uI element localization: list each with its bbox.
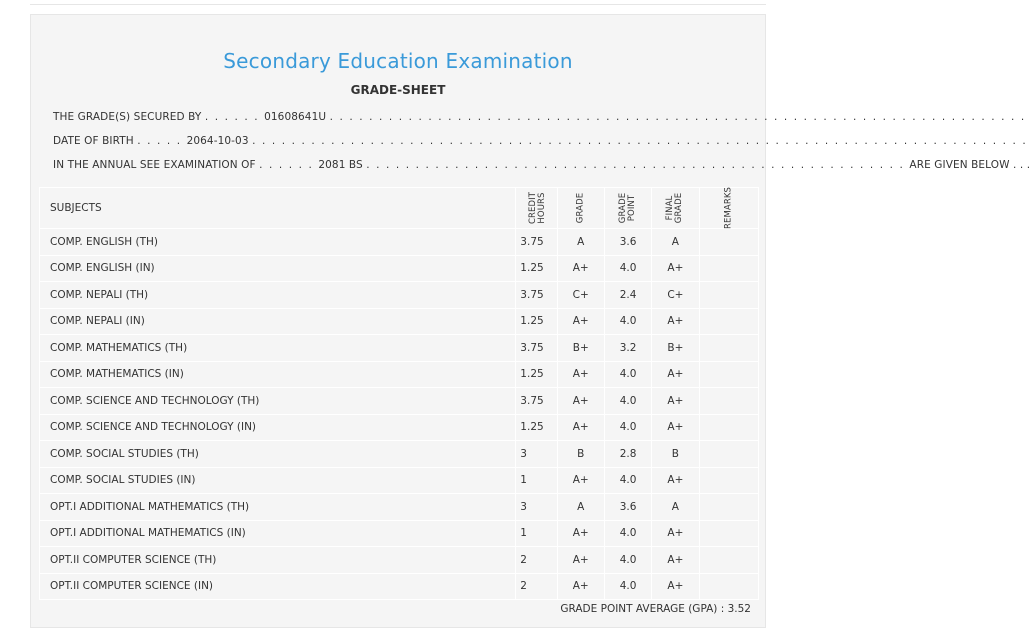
table-row	[40, 573, 759, 600]
subject-name: COMP. SOCIAL STUDIES (IN)	[40, 467, 516, 494]
grade-point: 4.0	[604, 573, 651, 600]
remarks	[699, 255, 758, 282]
final-grade: A+	[652, 361, 699, 388]
subject-name: COMP. NEPALI (TH)	[40, 282, 516, 309]
credit-hours: 3.75	[516, 388, 557, 415]
grade: A+	[557, 547, 604, 574]
header-grade-point	[604, 188, 651, 229]
table-row	[40, 414, 759, 441]
grade-point: 3.6	[604, 494, 651, 521]
exam-title: Secondary Education Examination	[223, 49, 573, 73]
table-row	[40, 229, 759, 256]
grade-point: 4.0	[604, 255, 651, 282]
final-grade: A+	[652, 573, 699, 600]
exam-year: 2081 BS	[318, 159, 363, 171]
subject-name: COMP. MATHEMATICS (IN)	[40, 361, 516, 388]
credit-hours: 1.25	[516, 361, 557, 388]
final-grade: A+	[652, 414, 699, 441]
credit-hours: 3.75	[516, 282, 557, 309]
remarks	[699, 467, 758, 494]
header-grade-label: GRADE	[575, 192, 586, 224]
table-row	[40, 335, 759, 362]
credit-hours: 3.75	[516, 229, 557, 256]
remarks	[699, 229, 758, 256]
grade: A+	[557, 308, 604, 335]
remarks	[699, 282, 758, 309]
gpa-label: GRADE POINT AVERAGE (GPA) :	[560, 603, 725, 615]
gpa-value: 3.52	[727, 603, 751, 615]
grade-sheet	[30, 14, 1030, 628]
dots: . . . . . . . . . . . . . . . . . . . . . . . . . . . . . . . . . . . . . . . . . . . . . . . . . . . . . . . . . . . . . . . . . . . . . . .	[329, 111, 1026, 123]
subject-name: COMP. MATHEMATICS (TH)	[40, 335, 516, 362]
exam-suffix: ARE GIVEN BELOW . . .	[909, 159, 1030, 171]
dots: . . . . . .	[204, 111, 265, 123]
subject-name: COMP. ENGLISH (IN)	[40, 255, 516, 282]
gpa-summary	[560, 603, 751, 615]
credit-hours: 2	[516, 547, 557, 574]
dots: . . . . .	[137, 135, 187, 147]
grade-point: 2.4	[604, 282, 651, 309]
grade-point: 4.0	[604, 520, 651, 547]
subject-name: OPT.I ADDITIONAL MATHEMATICS (IN)	[40, 520, 516, 547]
header-final-grade	[652, 188, 699, 229]
final-grade: A	[652, 229, 699, 256]
final-grade: A+	[652, 255, 699, 282]
table-row	[40, 547, 759, 574]
header-credit-2: HOURS	[537, 192, 548, 224]
grade-point: 2.8	[604, 441, 651, 468]
sheet-subtitle: GRADE-SHEET	[350, 83, 446, 97]
grades-table	[39, 187, 759, 600]
subject-name: OPT.II COMPUTER SCIENCE (TH)	[40, 547, 516, 574]
grade: B+	[557, 335, 604, 362]
grade: A	[557, 494, 604, 521]
dots: . . . . . . . . . . . . . . . . . . . . . . . . . . . . . . . . . . . . . . . . . . . . . . . . . . . . . . .	[366, 159, 910, 171]
final-grade: A+	[652, 308, 699, 335]
header-grade	[557, 188, 604, 229]
table-header-row	[40, 188, 759, 229]
subject-name: COMP. SCIENCE AND TECHNOLOGY (IN)	[40, 414, 516, 441]
remarks	[699, 308, 758, 335]
grade-point: 4.0	[604, 388, 651, 415]
subject-name: COMP. NEPALI (IN)	[40, 308, 516, 335]
subject-name: COMP. ENGLISH (TH)	[40, 229, 516, 256]
grade-point: 3.2	[604, 335, 651, 362]
table-row	[40, 308, 759, 335]
remarks	[699, 388, 758, 415]
dob-line	[53, 135, 1027, 147]
credit-hours: 1.25	[516, 255, 557, 282]
dots: . . . . . .	[259, 159, 319, 171]
remarks	[699, 414, 758, 441]
subject-name: OPT.I ADDITIONAL MATHEMATICS (TH)	[40, 494, 516, 521]
remarks	[699, 573, 758, 600]
subject-name: OPT.II COMPUTER SCIENCE (IN)	[40, 573, 516, 600]
grade: A+	[557, 361, 604, 388]
grade-point: 4.0	[604, 414, 651, 441]
table-row	[40, 282, 759, 309]
grade: A+	[557, 467, 604, 494]
remarks	[699, 547, 758, 574]
table-row	[40, 494, 759, 521]
grade: A+	[557, 573, 604, 600]
header-gp-1: GRADE	[618, 192, 629, 224]
header-remarks-label: REMARKS	[723, 186, 734, 230]
secured-by-label: THE GRADE(S) SECURED BY	[53, 111, 202, 123]
table-row	[40, 388, 759, 415]
subject-name: COMP. SOCIAL STUDIES (TH)	[40, 441, 516, 468]
subject-name: COMP. SCIENCE AND TECHNOLOGY (TH)	[40, 388, 516, 415]
credit-hours: 3	[516, 441, 557, 468]
table-row	[40, 467, 759, 494]
credit-hours: 3.75	[516, 335, 557, 362]
remarks	[699, 441, 758, 468]
credit-hours: 1.25	[516, 414, 557, 441]
grade: B	[557, 441, 604, 468]
final-grade: C+	[652, 282, 699, 309]
final-grade: A+	[652, 388, 699, 415]
secured-by-line	[53, 111, 1026, 123]
table-row	[40, 441, 759, 468]
date-of-birth: 2064-10-03	[186, 135, 249, 147]
grade: C+	[557, 282, 604, 309]
grade: A+	[557, 388, 604, 415]
table-row	[40, 361, 759, 388]
grade-point: 4.0	[604, 308, 651, 335]
remarks	[699, 335, 758, 362]
final-grade: A+	[652, 520, 699, 547]
dob-label: DATE OF BIRTH	[53, 135, 134, 147]
grade-point: 4.0	[604, 467, 651, 494]
grade-point: 4.0	[604, 361, 651, 388]
grade-point: 3.6	[604, 229, 651, 256]
table-row	[40, 520, 759, 547]
top-strip	[30, 0, 766, 5]
final-grade: A+	[652, 467, 699, 494]
header-fg-1: FINAL	[665, 195, 676, 221]
header-credit-1: CREDIT	[528, 191, 539, 225]
header-subjects: SUBJECTS	[40, 188, 516, 229]
remarks	[699, 361, 758, 388]
grade: A+	[557, 520, 604, 547]
remarks	[699, 494, 758, 521]
final-grade: A	[652, 494, 699, 521]
grade: A+	[557, 414, 604, 441]
symbol-number: 01608641U	[264, 111, 327, 123]
final-grade: A+	[652, 547, 699, 574]
exam-label: IN THE ANNUAL SEE EXAMINATION OF	[53, 159, 256, 171]
exam-line	[53, 159, 1030, 171]
credit-hours: 3	[516, 494, 557, 521]
header-credit-hours	[516, 188, 557, 229]
header-remarks	[699, 188, 758, 229]
credit-hours: 2	[516, 573, 557, 600]
credit-hours: 1.25	[516, 308, 557, 335]
dots: . . . . . . . . . . . . . . . . . . . . . . . . . . . . . . . . . . . . . . . . . . . . . . . . . . . . . . . . . . . . . . . . . . . . . . . . . . . . . . .	[252, 135, 1028, 147]
header-fg-2: GRADE	[674, 192, 685, 224]
credit-hours: 1	[516, 467, 557, 494]
remarks	[699, 520, 758, 547]
header-gp-2: POINT	[627, 194, 638, 222]
grade: A	[557, 229, 604, 256]
final-grade: B	[652, 441, 699, 468]
grade-point: 4.0	[604, 547, 651, 574]
table-row	[40, 255, 759, 282]
grade: A+	[557, 255, 604, 282]
final-grade: B+	[652, 335, 699, 362]
credit-hours: 1	[516, 520, 557, 547]
